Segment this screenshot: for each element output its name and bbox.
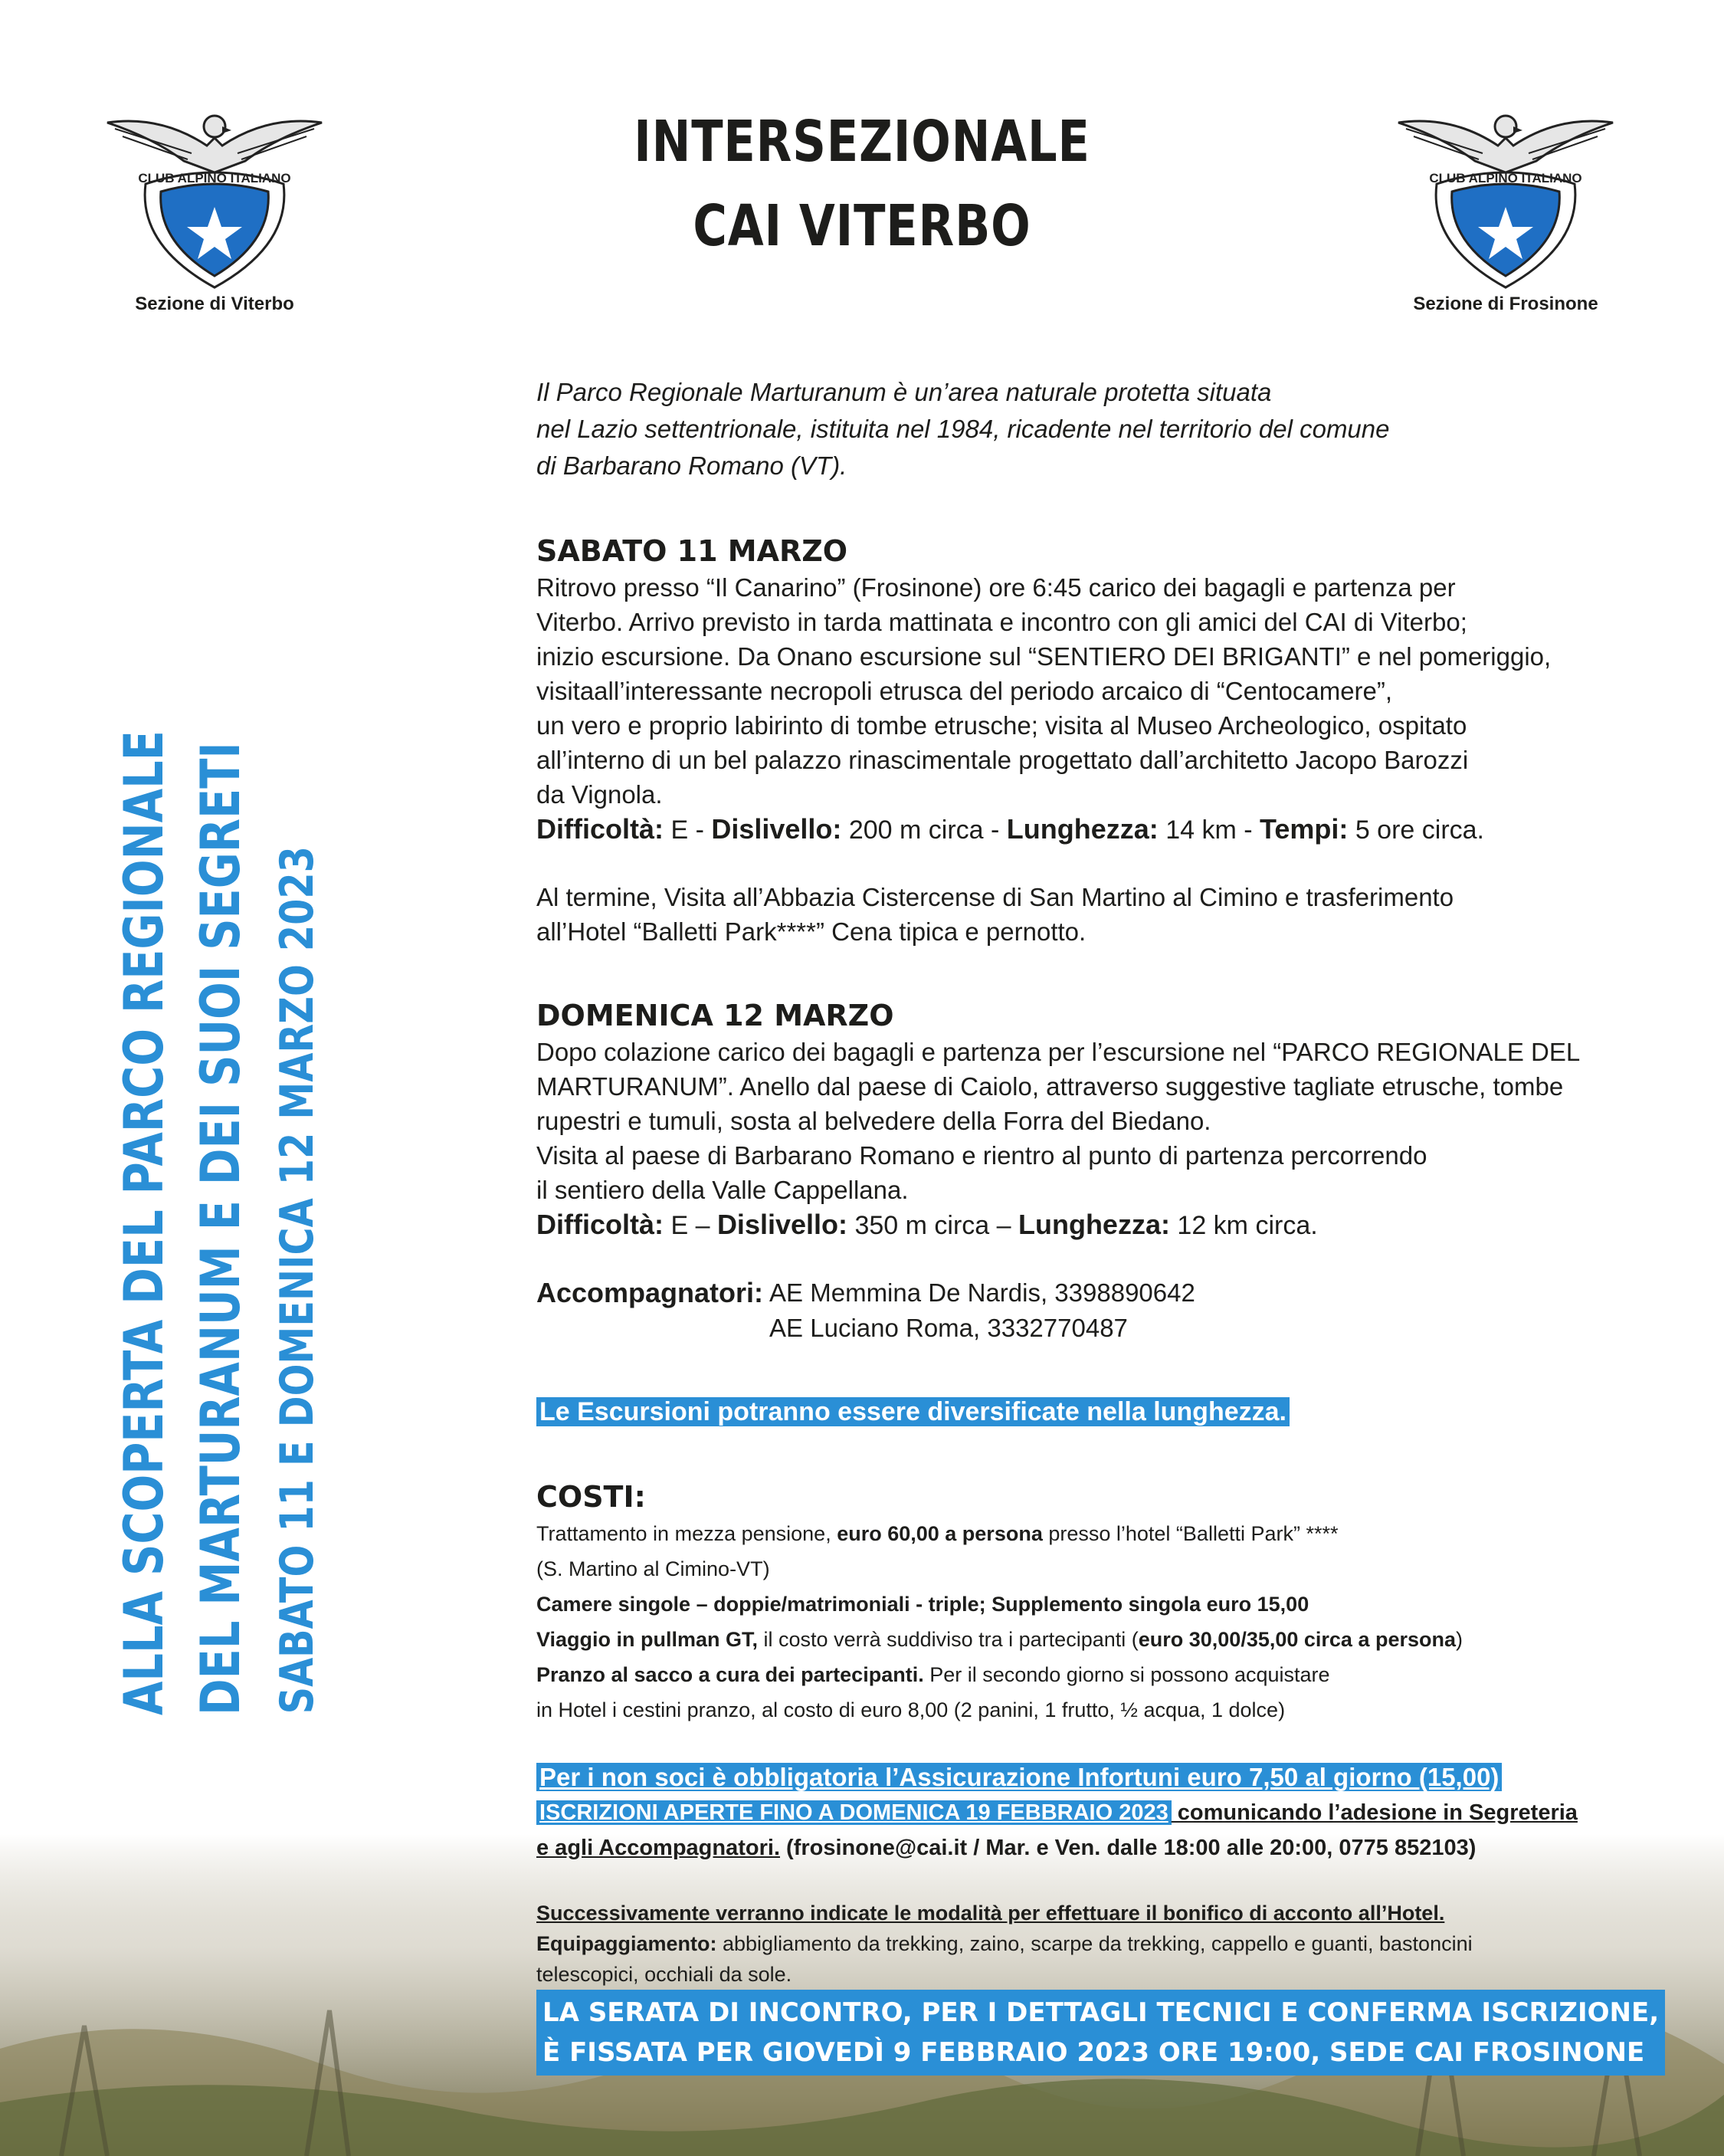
banner-line-1: ALLA SCOPERTA DEL PARCO REGIONALE (113, 730, 175, 1715)
saturday-heading: SABATO 11 MARZO (536, 534, 848, 568)
insurance-block: Per i non soci è obbligatoria l’Assicurazione Infortuni euro 7,50 al giorno (15,00) ISCRIZIONI APERTE FINO A DOMENICA 19 FEBBRAIO 2023 comunicando l’adesione in Segreteria e agli Accompagnatori. (frosinone@cai.it / Mar. e Ven. dalle 18:00 alle 20:00, 0775 852103) (536, 1763, 1578, 1860)
costs-list: Trattamento in mezza pensione, euro 60,00 a persona presso l’hotel “Balletti Park” **** (S. Martino al Cimino-VT) Camere singole – doppie/matrimoniali - triple; Supplemento singola euro 15,00 Viaggio in pullman GT, il costo verrà suddiviso tra i partecipanti (euro 30,00/35,00 circa a persona) Pranzo al sacco a cura dei partecipanti. Per il secondo giorno si possono acquistare in Hotel i cestini pranzo, al costo di euro 8,00 (2 panini, 1 frutto, ½ acqua, 1 dolce) (536, 1522, 1463, 1721)
eagle-icon (1398, 116, 1613, 172)
svg-text:CLUB ALPINO ITALIANO: CLUB ALPINO ITALIANO (138, 171, 291, 185)
intro-paragraph: Il Parco Regionale Marturanum è un’area naturale protetta situata nel Lazio settentrionale, istituita nel 1984, ricadente nel territorio del comune di Barbarano Romano (VT). (536, 378, 1390, 480)
insurance-highlight: Per i non soci è obbligatoria l’Assicurazione Infortuni euro 7,50 al giorno (15,00) (536, 1763, 1502, 1791)
costs-heading: COSTI: (536, 1480, 646, 1514)
eagle-icon (107, 116, 322, 172)
meeting-announcement: LA SERATA DI INCONTRO, PER I DETTAGLI TECNICI E CONFERMA ISCRIZIONE, È FISSATA PER GIOVEDÌ 9 FEBBRAIO 2023 ORE 19:00, SEDE CAI FROSINONE (536, 1990, 1665, 2076)
sunday-stats: Difficoltà: E – Dislivello: 350 m circa – Lunghezza: 12 km circa. (536, 1209, 1318, 1240)
saturday-stats: Difficoltà: E - Dislivello: 200 m circa - Lunghezza: 14 km - Tempi: 5 ore circa. (536, 813, 1484, 845)
sunday-description: Dopo colazione carico dei bagagli e partenza per l’escursione nel “PARCO REGIONALE DEL MARTURANUM”. Anello dal paese di Caiolo, attraverso suggestive tagliate etrusche, tombe rupestri e tumuli, sosta al belvedere della Forra del Biedano. Visita al paese di Barbarano Romano e rientro al punto di partenza percorrendo il sentiero della Valle Cappellana. (536, 1038, 1581, 1204)
footer-notes: Successivamente verranno indicate le modalità per effettuare il bonifico di acconto all’Hotel. Equipaggiamento: abbigliamento da trekking, zaino, scarpe da trekking, cappello e guanti, bastoncini telescopici, occhiali da sole. (536, 1902, 1473, 1986)
guide-2: AE Luciano Roma, 3332770487 (769, 1314, 1128, 1342)
vertical-banner (106, 514, 336, 1715)
saturday-evening: Al termine, Visita all’Abbazia Cistercense di San Martino al Cimino e trasferimento all’Hotel “Balletti Park****” Cena tipica e pernotto. (536, 883, 1454, 946)
banner-dates: SABATO 11 E DOMENICA 12 MARZO 2023 (270, 846, 324, 1715)
banner-line-2: DEL MARTURANUM E DEI SUOI SEGRETI (189, 742, 252, 1715)
guides-block: Accompagnatori: AE Memmina De Nardis, 3398890642 AE Luciano Roma, 3332770487 (536, 1275, 1686, 1346)
registration-highlight: ISCRIZIONI APERTE FINO A DOMENICA 19 FEBBRAIO 2023 (536, 1800, 1172, 1825)
page-title: INTERSEZIONALE CAI VITERBO (634, 109, 1090, 259)
main-content (536, 374, 1686, 2076)
sunday-heading: DOMENICA 12 MARZO (536, 999, 894, 1032)
cai-logo-right (1391, 100, 1621, 299)
svg-text:CLUB ALPINO ITALIANO: CLUB ALPINO ITALIANO (1429, 171, 1582, 185)
saturday-description: Ritrovo presso “Il Canarino” (Frosinone) ore 6:45 carico dei bagagli e partenza per Viterbo. Arrivo previsto in tarda mattinata e incontro con gli amici del CAI di Viterbo; inizio escursione. Da Onano escursione sul “SENTIERO DEI BRIGANTI” e nel pomeriggio, visitaall’interessante necropoli etrusca del periodo arcaico di “Centocamere”, un vero e proprio labirinto di tombe etrusche; visita al Museo Archeologico, ospitato all’interno di un bel palazzo rinascimentale progettato dall’architetto Jacopo Barozzi da Vignola. (536, 573, 1552, 809)
left-section-caption: Sezione di Viterbo (135, 294, 294, 314)
notice-highlight: Le Escursioni potranno essere diversificate nella lunghezza. (536, 1397, 1290, 1426)
guide-1: AE Memmina De Nardis, 3398890642 (769, 1278, 1195, 1307)
cai-logo-left (100, 100, 329, 299)
right-section-caption: Sezione di Frosinone (1413, 294, 1598, 314)
